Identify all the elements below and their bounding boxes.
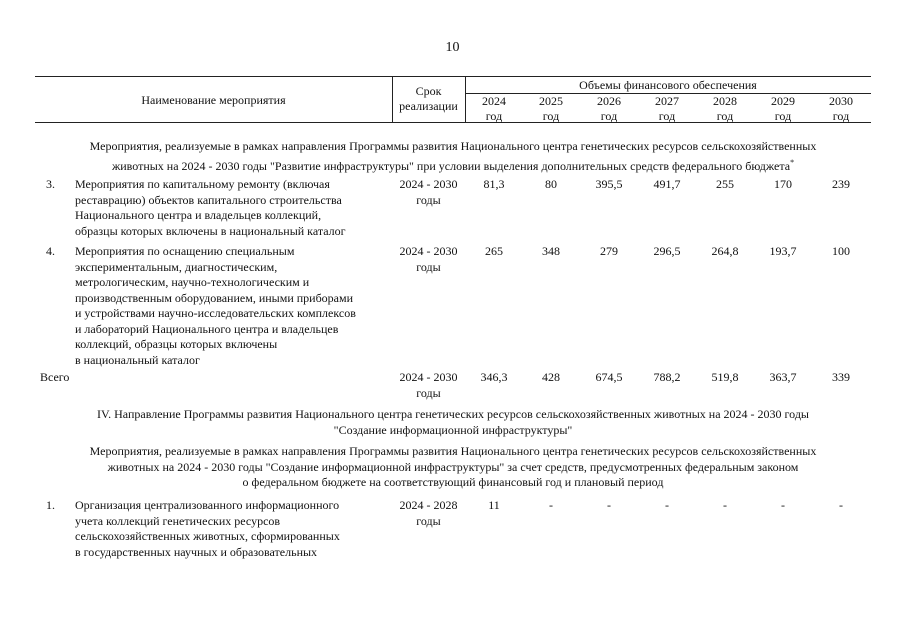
row-3-term	[392, 177, 465, 208]
section-iv-heading-line2: "Создание информационной инфраструктуры"	[333, 422, 573, 437]
value-cell: 674,5	[595, 370, 623, 384]
row-4-description	[75, 244, 390, 368]
row-3-term-line2: годы	[416, 192, 441, 207]
value-cell: 428	[542, 370, 560, 384]
row-num-4: 4.	[46, 244, 55, 258]
info-row-1-line: Организация централизованного информационного	[75, 498, 340, 512]
row-3-line: Национального центра и владельцев коллекций,	[75, 208, 322, 222]
row-3-description	[75, 177, 385, 239]
section-info-heading	[35, 444, 871, 491]
value-cell: 491,7	[653, 177, 681, 191]
header-year-unit: год	[658, 109, 676, 123]
header-term-line1: Срок	[415, 84, 442, 98]
row-3-term-line1: 2024 - 2030	[399, 177, 458, 191]
value-cell: 255	[716, 177, 734, 191]
value-cell: -	[781, 498, 785, 512]
section-infra-heading-line1: Мероприятия, реализуемые в рамках направления Программы развития Национального центра генетических ресурсов сельскохозяйственных	[89, 139, 817, 153]
value-cell: 100	[832, 244, 850, 258]
section-infra-heading-line2-text: животных на 2024 - 2030 годы "Развитие инфраструктуры" при условии выделения дополнительных средств федерального бюджета	[111, 158, 791, 173]
value-cell: 170	[774, 177, 792, 191]
value-cell: 363,7	[769, 370, 797, 384]
header-year-2025	[522, 94, 580, 124]
header-year-value: 2028	[713, 94, 737, 108]
value-cell: 11	[488, 498, 500, 512]
value-cell: 348	[542, 244, 560, 258]
header-top-border	[35, 76, 871, 77]
value-cell: 239	[832, 177, 850, 191]
header-term-column	[392, 84, 465, 114]
page-number: 10	[445, 40, 460, 55]
value-cell: 296,5	[653, 244, 681, 258]
row-4-line: и устройствами научно-исследовательских комплексов	[75, 306, 356, 320]
info-row-1-term	[392, 498, 465, 529]
row-3-line: реставрацию) объектов капитального строительства	[75, 192, 342, 207]
value-cell: -	[549, 498, 553, 512]
value-cell: -	[839, 498, 843, 512]
header-year-value: 2030	[829, 94, 853, 108]
header-year-unit: год	[542, 109, 560, 123]
header-year-2029	[754, 94, 812, 124]
header-year-2030	[812, 94, 870, 124]
info-row-1-line: учета коллекций генетических ресурсов	[75, 513, 281, 528]
row-4-line: Мероприятия по оснащению специальным	[75, 244, 295, 258]
header-year-2024	[465, 94, 523, 124]
header-year-value: 2026	[597, 94, 621, 108]
row-4-line: в национальный каталог	[75, 352, 200, 367]
row-4-line: производственным оборудованием, иными приборами	[75, 290, 354, 305]
value-cell: 264,8	[711, 244, 739, 258]
header-year-unit: год	[716, 109, 734, 123]
header-year-unit: год	[774, 109, 792, 123]
row-4-term-line2: годы	[416, 259, 441, 274]
section-infra-heading	[35, 139, 871, 174]
section-info-heading-line1: Мероприятия, реализуемые в рамках направления Программы развития Национального центра генетических ресурсов сельскохозяйственных	[89, 444, 817, 458]
value-cell: 81,3	[483, 177, 505, 191]
value-cell: 788,2	[653, 370, 681, 384]
footnote-mark: *	[790, 157, 795, 167]
value-cell: 395,5	[595, 177, 623, 191]
row-4-term-line1: 2024 - 2030	[399, 244, 458, 258]
total-term	[392, 370, 465, 401]
row-num-3: 3.	[46, 177, 55, 191]
row-4-line: и лабораторий Национального центра и владельцев	[75, 321, 339, 336]
value-cell: 346,3	[480, 370, 508, 384]
section-iv-heading	[35, 407, 871, 438]
value-cell: 519,8	[711, 370, 739, 384]
info-row-1-line: сельскохозяйственных животных, сформированных	[75, 529, 340, 543]
row-4-line: коллекций, образцы которых включены	[75, 337, 278, 351]
header-year-value: 2025	[539, 94, 563, 108]
value-cell: 80	[545, 177, 557, 191]
total-label: Всего	[40, 370, 70, 384]
value-cell: 193,7	[769, 244, 797, 258]
row-4-line: экспериментальным, диагностическим,	[75, 259, 278, 274]
row-num-1: 1.	[46, 498, 55, 512]
header-year-2026	[580, 94, 638, 124]
header-year-unit: год	[485, 109, 503, 123]
value-cell: 279	[600, 244, 618, 258]
row-3-line: Мероприятия по капитальному ремонту (включая	[75, 177, 330, 191]
section-infra-heading-line2	[35, 155, 871, 175]
header-year-2027	[638, 94, 696, 124]
section-info-heading-line2: животных на 2024 - 2030 годы "Создание информационной инфраструктуры" за счет средств, предусмотренных федеральным законом	[107, 459, 799, 474]
header-term-line2: реализации	[399, 99, 458, 113]
total-term-line2: годы	[416, 385, 441, 400]
info-row-1-term-line1: 2024 - 2028	[399, 498, 458, 512]
info-row-1-term-line2: годы	[416, 513, 441, 528]
header-year-2028	[696, 94, 754, 124]
value-cell: 265	[485, 244, 503, 258]
header-year-value: 2024	[482, 94, 506, 108]
info-row-1-line: в государственных научных и образовательных	[75, 544, 318, 559]
row-4-line: метрологическим, научно-технологическим и	[75, 275, 310, 289]
value-cell: 339	[832, 370, 850, 384]
header-year-unit: год	[600, 109, 618, 123]
total-term-line1: 2024 - 2030	[399, 370, 458, 384]
header-year-value: 2027	[655, 94, 679, 108]
section-info-heading-line3: о федеральном бюджете на соответствующий финансовый год и плановый период	[242, 475, 664, 489]
value-cell: -	[607, 498, 611, 512]
header-name-column: Наименование мероприятия	[141, 93, 286, 107]
section-iv-heading-line1: IV. Направление Программы развития Национального центра генетических ресурсов сельскохозяйственных животных на 2024 - 2030 годы	[97, 407, 809, 421]
value-cell: -	[723, 498, 727, 512]
info-row-1-description	[75, 498, 385, 560]
value-cell: -	[665, 498, 669, 512]
header-funding-column: Объемы финансового обеспечения	[579, 78, 757, 92]
row-3-line: образцы которых включены в национальный каталог	[75, 223, 346, 238]
header-year-value: 2029	[771, 94, 795, 108]
header-year-unit: год	[832, 109, 850, 123]
row-4-term	[392, 244, 465, 275]
